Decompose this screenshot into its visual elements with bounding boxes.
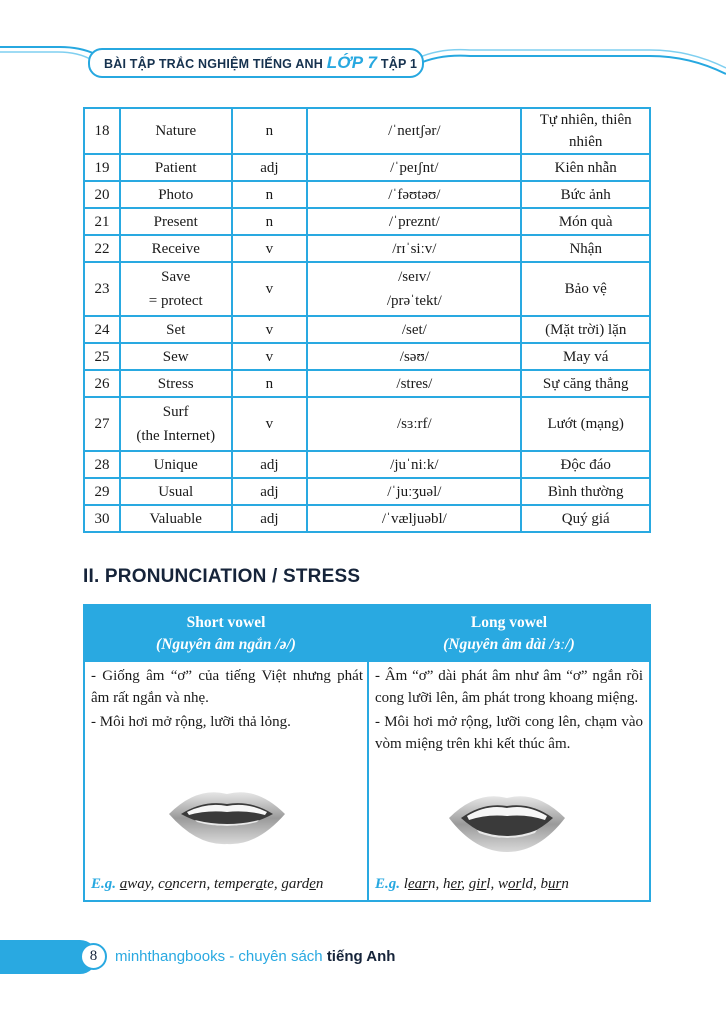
vocab-meaning-text: Bảo vệ bbox=[564, 281, 607, 297]
vocab-word-text: = protect bbox=[148, 293, 203, 309]
vocab-ipa-text: /prəˈtekt/ bbox=[386, 293, 442, 309]
example-letters: n bbox=[561, 876, 569, 892]
vocab-number bbox=[84, 505, 120, 532]
vocab-row bbox=[84, 181, 650, 208]
vocab-meaning bbox=[521, 181, 650, 208]
example-letters: h bbox=[442, 876, 451, 892]
vocab-number-text: 27 bbox=[94, 416, 110, 432]
vocab-part-of-speech-text: v bbox=[265, 348, 274, 365]
vocab-ipa bbox=[307, 262, 521, 316]
vocab-part-of-speech-text: v bbox=[265, 281, 274, 297]
example-underlined-letters: or bbox=[507, 876, 522, 892]
vocab-ipa bbox=[307, 154, 521, 181]
vocab-meaning-text: Nhận bbox=[569, 240, 602, 257]
long-vowel-subtitle: (Nguyên âm dài /ɜː/) bbox=[443, 636, 575, 653]
vocab-number bbox=[84, 343, 120, 370]
vocab-word-text: Valuable bbox=[149, 510, 202, 527]
eg-label: E.g. bbox=[375, 876, 401, 892]
vocab-ipa-text: /juˈniːk/ bbox=[390, 456, 439, 473]
example-word bbox=[120, 876, 151, 892]
vocab-meaning bbox=[521, 451, 650, 478]
vocab-word bbox=[120, 343, 232, 370]
vocab-meaning bbox=[521, 478, 650, 505]
vocab-part-of-speech bbox=[232, 235, 308, 262]
example-underlined-letters: a bbox=[119, 876, 128, 892]
vocab-part-of-speech-text: adj bbox=[260, 510, 279, 527]
vocab-word bbox=[120, 208, 232, 235]
vocab-ipa-text: /ˈfəʊtəʊ/ bbox=[388, 186, 441, 203]
vocab-number-text: 24 bbox=[94, 321, 110, 338]
vocab-ipa bbox=[307, 181, 521, 208]
short-vowel-desc-1: - Giống âm “ơ” của tiếng Việt nhưng phát âm rất ngắn và nhẹ. bbox=[91, 668, 363, 706]
example-letters: ncern bbox=[172, 876, 207, 892]
vocabulary-table-body bbox=[84, 108, 650, 532]
vocab-word-text: Save bbox=[161, 269, 191, 285]
vocab-word bbox=[120, 235, 232, 262]
vocab-number bbox=[84, 451, 120, 478]
example-word bbox=[404, 876, 436, 892]
eg-label: E.g. bbox=[91, 876, 117, 892]
vocab-row bbox=[84, 478, 650, 505]
short-example-list: away, concern, temperate, garden bbox=[119, 876, 324, 892]
vocab-ipa bbox=[307, 108, 521, 154]
example-underlined-letters: o bbox=[164, 876, 173, 892]
vocab-word bbox=[120, 478, 232, 505]
long-example-list: learn, her, girl, world, burn bbox=[403, 876, 569, 892]
publisher-tagline bbox=[115, 948, 395, 965]
vocab-word bbox=[120, 316, 232, 343]
vocab-ipa-text: /səʊ/ bbox=[399, 348, 429, 365]
vocab-ipa bbox=[307, 451, 521, 478]
vocab-number-text: 23 bbox=[94, 281, 110, 297]
vocab-part-of-speech bbox=[232, 154, 308, 181]
vocab-part-of-speech-text: n bbox=[265, 375, 274, 392]
vocab-meaning bbox=[521, 343, 650, 370]
vocab-part-of-speech bbox=[232, 370, 308, 397]
vocab-word-text: Nature bbox=[155, 123, 197, 139]
vocab-meaning-text: Tự nhiên, thiên nhiên bbox=[539, 112, 632, 150]
vocab-part-of-speech-text: v bbox=[265, 416, 274, 432]
example-letters: gard bbox=[281, 876, 310, 892]
example-letters: l bbox=[403, 876, 408, 892]
vocab-meaning-text: Món quà bbox=[558, 213, 613, 230]
vocab-number bbox=[84, 478, 120, 505]
vocab-meaning-text: Lướt (mạng) bbox=[547, 416, 624, 432]
vocab-word-text: Unique bbox=[153, 456, 198, 473]
vocab-meaning bbox=[521, 262, 650, 316]
vocab-part-of-speech bbox=[232, 397, 308, 451]
vocab-row bbox=[84, 451, 650, 478]
vocab-part-of-speech bbox=[232, 262, 308, 316]
vocab-meaning bbox=[521, 235, 650, 262]
short-vowel-header bbox=[85, 606, 367, 662]
vocab-meaning-text: Bức ảnh bbox=[560, 186, 611, 203]
vocab-meaning bbox=[521, 316, 650, 343]
vocab-meaning-text: (Mặt trời) lặn bbox=[545, 321, 627, 338]
vocab-meaning bbox=[521, 370, 650, 397]
example-letters: n bbox=[315, 876, 324, 892]
vocab-word bbox=[120, 262, 232, 316]
example-underlined-letters: er bbox=[450, 876, 462, 892]
vocab-number-text: 26 bbox=[94, 375, 110, 392]
vocab-word-text: Surf bbox=[162, 404, 189, 420]
example-letters: ld bbox=[521, 876, 533, 892]
vocab-ipa bbox=[307, 208, 521, 235]
vocab-meaning bbox=[521, 397, 650, 451]
vocab-row bbox=[84, 505, 650, 532]
vocab-number-text: 28 bbox=[94, 456, 110, 473]
book-title-prefix: BÀI TẬP TRẮC NGHIỆM TIẾNG ANH bbox=[104, 57, 323, 71]
vocab-word-text: Photo bbox=[158, 186, 194, 203]
vocab-ipa bbox=[307, 235, 521, 262]
example-letters: temper bbox=[213, 876, 256, 892]
example-word bbox=[214, 876, 274, 892]
short-vowel-subtitle: (Nguyên âm ngắn /ə/) bbox=[156, 636, 296, 653]
vocab-number bbox=[84, 181, 120, 208]
vocab-part-of-speech bbox=[232, 181, 308, 208]
vocab-meaning-text: Quý giá bbox=[561, 510, 610, 527]
long-vowel-title: Long vowel bbox=[470, 614, 548, 631]
vocab-number bbox=[84, 262, 120, 316]
vocab-number bbox=[84, 397, 120, 451]
long-vowel-desc-1: - Âm “ơ” dài phát âm như âm “ơ” ngắn rồi cong lưỡi lên, âm phát trong khoang miệng. bbox=[375, 668, 643, 706]
vocab-ipa bbox=[307, 370, 521, 397]
vocab-meaning bbox=[521, 505, 650, 532]
vocab-number-text: 25 bbox=[94, 348, 110, 365]
vocab-meaning bbox=[521, 154, 650, 181]
vocab-ipa bbox=[307, 316, 521, 343]
publisher-brand: minhthangbooks - chuyên sách bbox=[115, 948, 323, 965]
vocab-meaning-text: Bình thường bbox=[547, 483, 624, 500]
vocabulary-table bbox=[83, 107, 651, 533]
vocab-number-text: 22 bbox=[94, 240, 110, 257]
example-underlined-letters: ur bbox=[548, 876, 562, 892]
vocab-ipa-text: /ˈpeɪʃnt/ bbox=[390, 159, 439, 176]
vocab-part-of-speech-text: adj bbox=[260, 456, 279, 473]
vocab-row bbox=[84, 208, 650, 235]
vocab-word-text: Set bbox=[166, 321, 186, 338]
long-vowel-header bbox=[369, 606, 649, 662]
vocab-number-text: 19 bbox=[94, 159, 110, 176]
example-word bbox=[469, 876, 491, 892]
vocab-number-text: 18 bbox=[94, 123, 110, 139]
vocab-ipa-text: /set/ bbox=[401, 321, 427, 338]
vocab-row bbox=[84, 235, 650, 262]
short-vowel-title: Short vowel bbox=[186, 614, 266, 631]
vocab-ipa-text: /stres/ bbox=[396, 375, 433, 392]
short-vowel-description bbox=[91, 666, 363, 737]
vocab-word bbox=[120, 397, 232, 451]
vocab-part-of-speech bbox=[232, 208, 308, 235]
vocab-row bbox=[84, 397, 650, 451]
vocab-ipa bbox=[307, 478, 521, 505]
long-vowel-examples bbox=[375, 876, 569, 893]
vocab-part-of-speech bbox=[232, 343, 308, 370]
vocab-ipa bbox=[307, 397, 521, 451]
vocab-number-text: 29 bbox=[94, 483, 110, 500]
vocab-part-of-speech bbox=[232, 478, 308, 505]
vocab-part-of-speech-text: n bbox=[265, 213, 274, 230]
vocab-ipa-text: /rɪˈsiːv/ bbox=[392, 240, 437, 257]
example-underlined-letters: e bbox=[309, 876, 316, 892]
vocab-row bbox=[84, 262, 650, 316]
long-vowel-desc-2: - Môi hơi mở rộng, lưỡi cong lên, chạm vào vòm miệng trên khi kết thúc âm. bbox=[375, 714, 643, 752]
example-underlined-letters: a bbox=[255, 876, 264, 892]
short-vowel-examples bbox=[91, 876, 323, 893]
vocab-word-text: Present bbox=[153, 213, 198, 230]
vocab-ipa-text: /seɪv/ bbox=[398, 269, 431, 285]
vocab-word-text: Sew bbox=[162, 348, 189, 365]
vocab-number bbox=[84, 316, 120, 343]
book-volume: TẬP 1 bbox=[380, 57, 418, 71]
vowel-comparison-table bbox=[83, 604, 651, 902]
vocab-number-text: 20 bbox=[94, 186, 110, 203]
vocab-ipa-text: /ˈjuːʒuəl/ bbox=[387, 483, 442, 500]
example-word bbox=[498, 876, 533, 892]
vocab-ipa-text: /ˈneɪtʃər/ bbox=[388, 123, 441, 139]
vocab-number bbox=[84, 108, 120, 154]
vocab-word-text: Usual bbox=[158, 483, 194, 500]
book-title bbox=[104, 53, 417, 73]
vocab-word bbox=[120, 451, 232, 478]
example-letters: way bbox=[127, 876, 151, 892]
vocab-meaning-text: Sự căng thẳng bbox=[542, 375, 629, 392]
vocab-word bbox=[120, 154, 232, 181]
vocab-number bbox=[84, 154, 120, 181]
vocab-word bbox=[120, 181, 232, 208]
vocab-meaning-text: May vá bbox=[563, 348, 609, 365]
example-underlined-letters: ear bbox=[407, 876, 428, 892]
vocab-ipa-text: /ˈvæljuəbl/ bbox=[381, 510, 447, 527]
vocab-number bbox=[84, 370, 120, 397]
vocab-number bbox=[84, 235, 120, 262]
vocab-part-of-speech bbox=[232, 108, 308, 154]
example-letters: b bbox=[540, 876, 548, 892]
vocab-number-text: 30 bbox=[94, 510, 110, 527]
vocab-word-text: (the Internet) bbox=[136, 428, 216, 444]
vocab-word bbox=[120, 505, 232, 532]
vocab-part-of-speech-text: adj bbox=[260, 483, 279, 500]
example-letters: w bbox=[497, 876, 508, 892]
example-word bbox=[541, 876, 569, 892]
vocab-number-text: 21 bbox=[94, 213, 110, 230]
vocab-row bbox=[84, 370, 650, 397]
vocab-number bbox=[84, 208, 120, 235]
vocab-word-text: Patient bbox=[154, 159, 197, 176]
vocab-row bbox=[84, 316, 650, 343]
vocab-part-of-speech bbox=[232, 505, 308, 532]
vocab-meaning bbox=[521, 208, 650, 235]
vocab-ipa bbox=[307, 343, 521, 370]
vocab-part-of-speech-text: v bbox=[265, 321, 274, 338]
vocab-meaning-text: Kiên nhẫn bbox=[554, 159, 617, 176]
vocab-meaning-text: Độc đáo bbox=[560, 456, 611, 473]
example-word bbox=[281, 876, 323, 892]
vocab-part-of-speech-text: v bbox=[265, 240, 274, 257]
publisher-brand-bold: tiếng Anh bbox=[326, 948, 396, 965]
example-letters: g bbox=[468, 876, 477, 892]
example-letters: c bbox=[158, 876, 165, 892]
example-letters: l bbox=[486, 876, 491, 892]
mouth-relaxed-illustration bbox=[167, 784, 287, 846]
vocab-part-of-speech-text: adj bbox=[260, 159, 279, 176]
long-vowel-description bbox=[375, 666, 643, 758]
book-grade: LỚP 7 bbox=[326, 53, 378, 72]
short-vowel-desc-2: - Môi hơi mở rộng, lưỡi thả lỏng. bbox=[91, 714, 291, 730]
vocab-word bbox=[120, 108, 232, 154]
example-word bbox=[158, 876, 206, 892]
vocab-ipa bbox=[307, 505, 521, 532]
example-word bbox=[443, 876, 461, 892]
vocab-ipa-text: /ˈpreznt/ bbox=[388, 213, 440, 230]
vocab-ipa-text: /sɜːrf/ bbox=[397, 416, 432, 432]
vocab-word-text: Receive bbox=[151, 240, 200, 257]
column-divider bbox=[367, 606, 369, 900]
vocab-part-of-speech bbox=[232, 316, 308, 343]
vocab-meaning bbox=[521, 108, 650, 154]
example-underlined-letters: ir bbox=[476, 876, 487, 892]
vocab-part-of-speech-text: n bbox=[265, 123, 274, 139]
vocab-word-text: Stress bbox=[157, 375, 194, 392]
vocab-part-of-speech-text: n bbox=[265, 186, 274, 203]
vocab-row bbox=[84, 108, 650, 154]
mouth-open-illustration bbox=[447, 790, 567, 852]
example-letters: te bbox=[263, 876, 274, 892]
vocab-row bbox=[84, 343, 650, 370]
example-letters: n bbox=[427, 876, 436, 892]
vocab-part-of-speech bbox=[232, 451, 308, 478]
page-number: 8 bbox=[80, 943, 107, 970]
vocab-word bbox=[120, 370, 232, 397]
section-title: II. PRONUNCIATION / STRESS bbox=[83, 566, 361, 587]
vocab-row bbox=[84, 154, 650, 181]
